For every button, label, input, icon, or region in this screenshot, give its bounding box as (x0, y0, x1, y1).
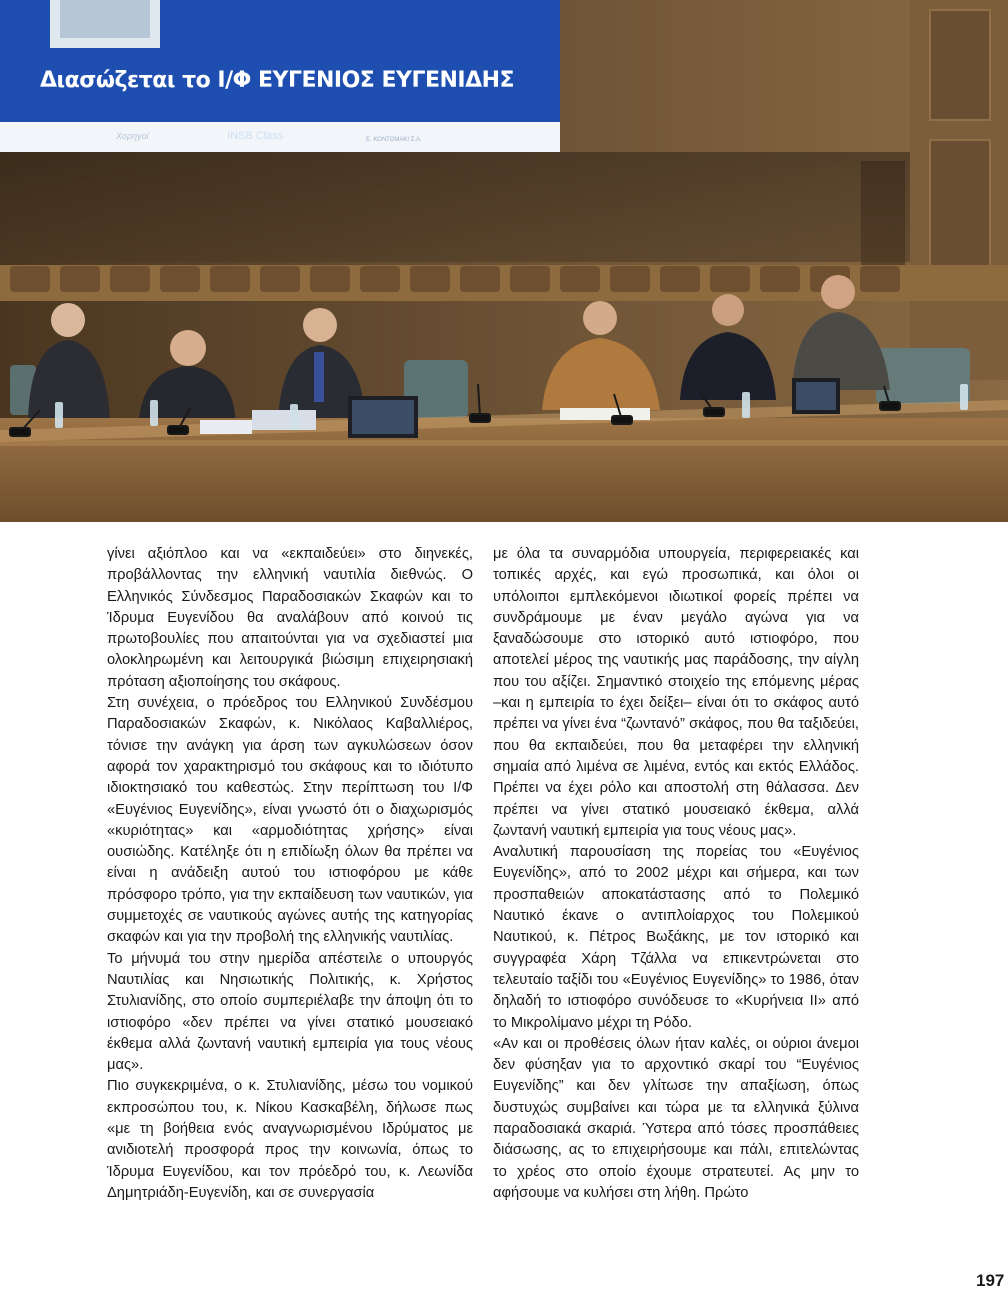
sponsor-logo-kontomaki: Ε. ΚΟΝΤΟΜΑΚΙ Σ.Α. (366, 137, 422, 143)
paragraph: Στη συνέχεια, ο πρόεδρος του Ελληνικού Συνδέσμου Παραδοσιακών Σκαφών, κ. Νικόλαος Καβαλλιέρος, τόνισε την ανάγκη για άρση των αγκυλώσεων όσον αφορά τον χαρακτηρισμό του σκάφους και το ιδιότυπο ιδιοκτησιακό του καθεστώς. Στην περίπτωση του Ι/Φ «Ευγένιος Ευγενίδης», είναι γνωστό ότι ο διαχωρισμός «κυριότητας» και «αρμοδιότητας χρήσης» είναι ουσιώδης. Κατέληξε ότι η επιδίωξη όλων θα πρέπει να είναι η ανάδειξη αυτού του ιστιοφόρου με κάθε πρόσφορο τρόπο, για την εκπαίδευση των ναυτικών, για συμμετοχές σε ναυτικούς αγώνες αυτής της κατηγορίας σκαφών και για την προβολή της ελληνικής ναυτιλίας. (107, 695, 473, 946)
projection-screen-title: Διασώζεται το Ι/Φ ΕΥΓΕΝΙΟΣ ΕΥΓΕΝΙΔΗΣ (40, 68, 515, 93)
event-photo (0, 0, 1008, 522)
paragraph: Αναλυτική παρουσίαση της πορείας του «Ευγένιος Ευγενίδης», από το 2002 μέχρι και σήμερα, και των προσπαθειών αποκατάστασης από το Πολεμικό Ναυτικό έκανε ο αντιπλοίαρχος του Πολεμικού Ναυτικού, κ. Πέτρος Βωξάκης, με τον ιστορικό και συγγραφέα Χάρη Τζάλλα να επικεντρώνεται στο τελευταίο ταξίδι του «Ευγένιος Ευγενίδης» το 1986, όταν δηλαδή το ιστιοφόρο συνόδευσε το «Κυρήνεια ΙΙ» από το Μικρολίμανο μέχρι τη Ρόδο. (493, 844, 859, 1031)
paragraph: γίνει αξιόπλοο και να «εκπαιδεύει» στο διηνεκές, προβάλλοντας την ελληνική ναυτιλία διεθνώς. Ο Ελληνικός Σύνδεσμος Παραδοσιακών Σκαφών και το Ίδρυμα Ευγενίδου θα αναλάβουν από κοινού τις πρωτοβουλίες που απαιτούνται για να σχεδιαστεί μια ολοκληρωμένη και λειτουργικά βιώσιμη επιχειρησιακή πρόταση αξιοποίησης του σκάφους. (107, 546, 473, 690)
article-left-column (107, 544, 473, 1204)
article-right-column (493, 544, 859, 1204)
paragraph: Πιο συγκεκριμένα, ο κ. Στυλιανίδης, μέσω του νομικού εκπροσώπου του, κ. Νίκου Κασκαβέλη, δήλωσε πως «με τη βοήθεια ενός αναγνωρισμένου Ιδρύματος με ανιδιοτελή προσφορά προς την κοινωνία, όπως το Ίδρυμα Ευγενίδου, και τον πρόεδρό του, κ. Λεωνίδα Δημητριάδη-Ευγενίδη, και σε συνεργασία (107, 1078, 473, 1201)
paragraph: «Αν και οι προθέσεις όλων ήταν καλές, οι ούριοι άνεμοι δεν φύσηξαν για το αρχοντικό σκαρί του “Ευγένιος Ευγενίδης” και δεν γλίτωσε την απαξίωση, όπως δυστυχώς συμβαίνει και τώρα με τα ελληνικά ξύλινα παραδοσιακά σκαριά. Ύστερα από τόσες προσπάθειες διάσωσης, ας το επιχειρήσουμε και πάλι, επιτελώντας το χρέος στο οποίο έχουμε στρατευτεί. Ας μην το αφήσουμε να κυλήσει στη λήθη. Πρώτο (493, 1035, 859, 1201)
sponsor-label: Χορηγοί (116, 131, 149, 141)
paragraph: με όλα τα συναρμόδια υπουργεία, περιφερειακές και τοπικές αρχές, και εγώ προσωπικά, και όλοι οι υπόλοιποι εμπλεκόμενοι ιδιωτικοί φορείς πρέπει να συνδράμουμε με έναν μεγάλο αγώνα για να ξαναδώσουμε στο ιστορικό αυτό ιστιοφόρο, που αποτελεί μέρος της ναυτικής μας παράδοσης, την αίγλη που του αξίζει. Σημαντικό στοιχείο της επόμενης μέρας –και η εμπειρία το έχει δείξει– είναι ότι το σκάφος αυτό πρέπει να γίνει ένα “ζωντανό” σκάφος, που θα ταξιδεύει, που θα εκπαιδεύει, που θα μεταφέρει την ελληνική σημαία από λιμένα σε λιμένα, εντός και εκτός Ελλάδος. Πρέπει να έχει ρόλο και αποστολή στη θάλασσα. Δεν πρέπει να γίνει στατικό μουσειακό έκθεμα, αλλά ζωντανή ναυτική εμπειρία για τους νέους μας». (493, 546, 859, 839)
sponsor-logo-insb: INSB Class (227, 130, 284, 142)
paragraph: Το μήνυμά του στην ημερίδα απέστειλε ο υπουργός Ναυτιλίας και Νησιωτικής Πολιτικής, κ. Χρήστος Στυλιανίδης, στο οποίο συμπεριέλαβε την άποψη ότι το ιστιοφόρο «δεν πρέπει να γίνει στατικό μουσειακό έκθεμα αλλά ζωντανή ναυτική εμπειρία για τους νέους μας». (107, 950, 473, 1074)
page-number: 197 (976, 1271, 1005, 1290)
